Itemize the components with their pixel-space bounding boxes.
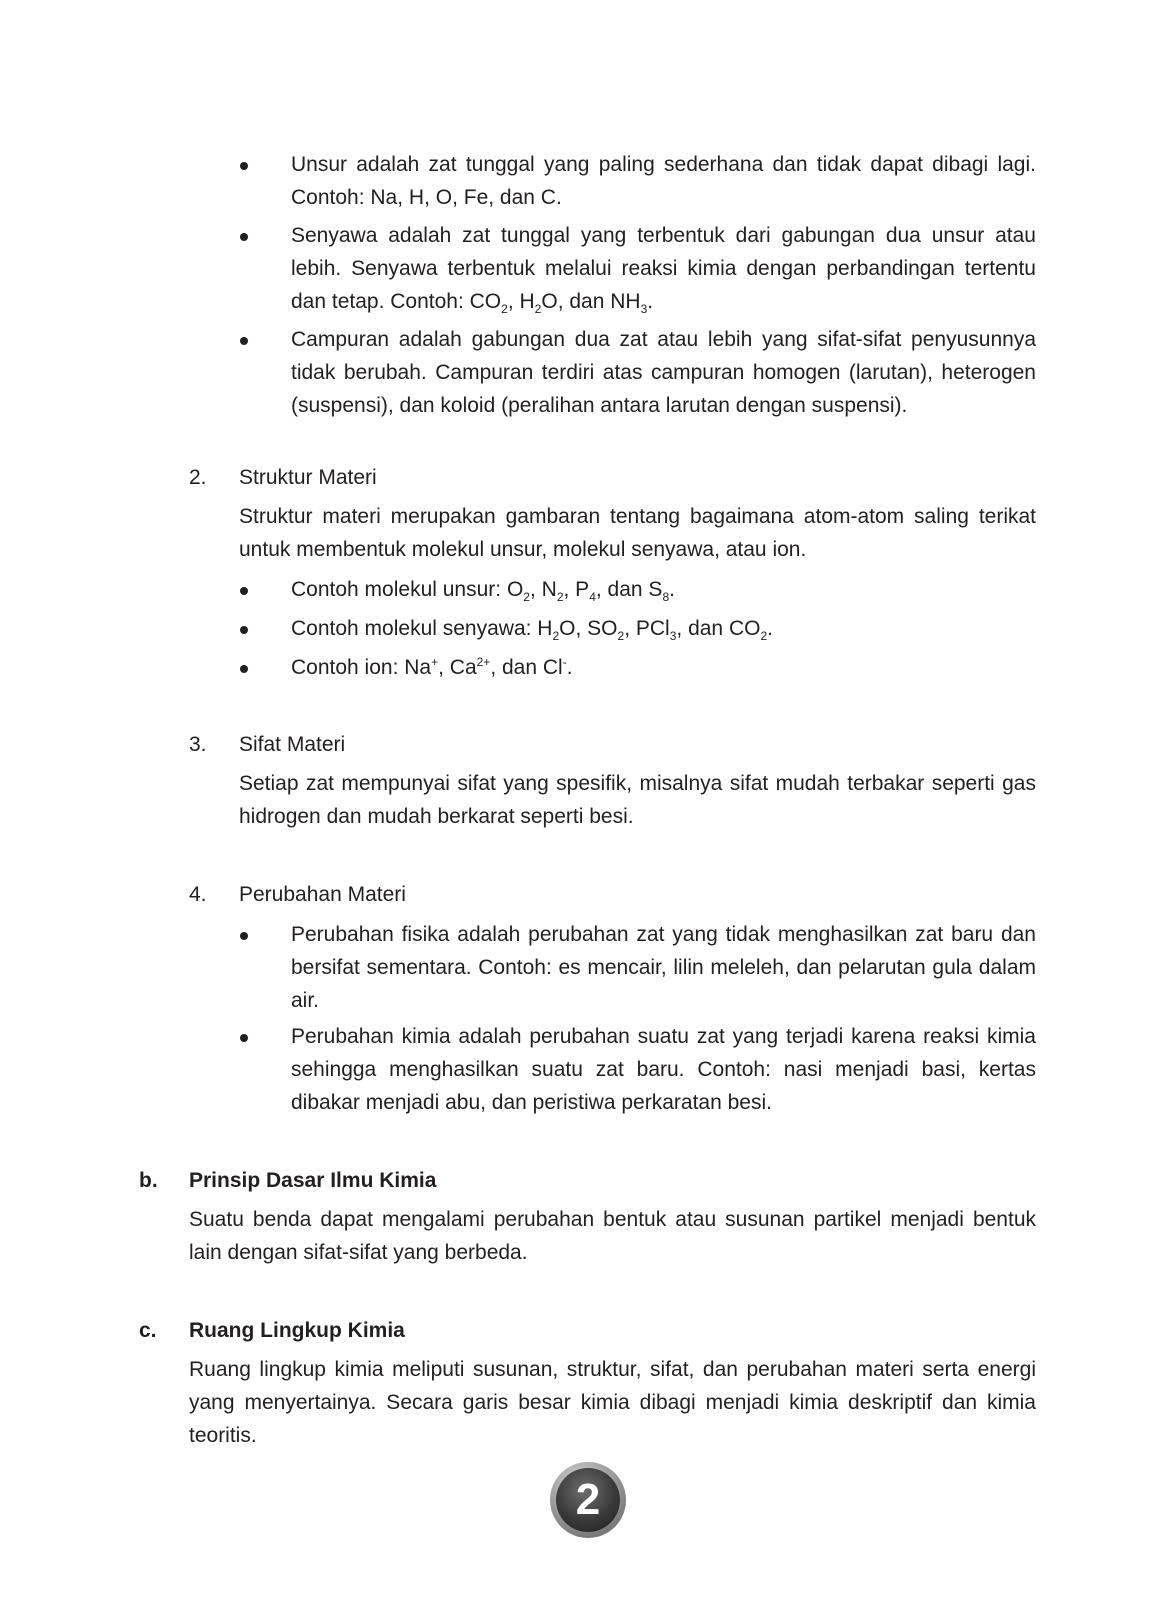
list-item-campuran: Campuran adalah gabungan dua zat atau lebih yang sifat-sifat penyusunnya tidak berubah. Campuran terdiri atas campuran homogen (larutan), heterogen (suspensi), dan koloid (peralihan antara larutan dengan suspensi). — [291, 328, 1036, 417]
list-item-perubahan-fisika: Perubahan fisika adalah perubahan zat yang tidak menghasilkan zat baru dan bersifat sementara. Contoh: es mencair, lilin meleleh, dan pelarutan gula dalam air. — [291, 923, 1036, 1012]
section-3-title: Sifat Materi — [239, 733, 346, 756]
page-number-badge — [550, 1462, 626, 1538]
section-c-letter: c. — [139, 1319, 157, 1342]
section-3-number: 3. — [189, 733, 207, 756]
senyawa-example-line: dan tetap. Contoh: $CO_2$, $H_2O$, dan $NH_3$. — [291, 290, 654, 317]
section-c-paragraph: Ruang lingkup kimia meliputi susunan, struktur, sifat, dan perubahan materi serta energi yang menyertainya. Secara garis besar kimia dibagi menjadi kimia deskriptif dan kimia teoritis. — [189, 1358, 1036, 1447]
list-item-senyawa: Senyawa adalah zat tunggal yang terbentuk dari gabungan dua unsur atau lebih. Senyawa terbentuk melalui reaksi kimia dengan perbandingan tertentu dan tetap. Contoh: $CO_2$, $H_2O$, dan $NH_3$. — [291, 224, 1036, 317]
list-item-perubahan-kimia: Perubahan kimia adalah perubahan suatu zat yang terjadi karena reaksi kimia sehingga menghasilkan suatu zat baru. Contoh: nasi menjadi basi, kertas dibakar menjadi abu, dan peristiwa perkaratan besi. — [291, 1025, 1036, 1114]
section-b-letter: b. — [139, 1169, 158, 1192]
bullet — [240, 932, 248, 940]
bullet — [240, 665, 248, 673]
page-number-badge-inner — [556, 1468, 620, 1532]
section-c-heading: Ruang Lingkup Kimia — [189, 1319, 405, 1342]
section-4-number: 4. — [189, 883, 207, 906]
bullet — [240, 587, 248, 595]
example-ion: Contoh ion: Na+, $Ca^{2+}$, dan Cl-. — [291, 655, 573, 679]
bullet — [240, 1034, 248, 1042]
section-2-paragraph: Struktur materi merupakan gambaran tentang bagaimana atom-atom saling terikat untuk membentuk molekul unsur, molekul senyawa, atau ion. — [239, 505, 1036, 561]
section-3-paragraph: Setiap zat mempunyai sifat yang spesifik, misalnya sifat mudah terbakar seperti gas hidrogen dan mudah berkarat seperti besi. — [239, 772, 1036, 828]
section-b-heading: Prinsip Dasar Ilmu Kimia — [189, 1169, 437, 1192]
bullet — [240, 233, 248, 241]
section-4-title: Perubahan Materi — [239, 883, 406, 906]
example-molekul-unsur: Contoh molekul unsur: $O_2$, $N_2$, $P_4$, dan $S_8$. — [291, 578, 675, 605]
bullet — [240, 337, 248, 345]
section-2-number: 2. — [189, 466, 207, 489]
example-molekul-senyawa: Contoh molekul senyawa: $H_2O$, $SO_2$, PCl$_3$, dan $CO_2$. — [291, 617, 773, 644]
bullet — [240, 162, 248, 170]
section-2-title: Struktur Materi — [239, 466, 377, 489]
section-b-paragraph: Suatu benda dapat mengalami perubahan bentuk atau susunan partikel menjadi bentuk lain dengan sifat-sifat yang berbeda. — [189, 1208, 1036, 1264]
list-item-unsur: Unsur adalah zat tunggal yang paling sederhana dan tidak dapat dibagi lagi. Contoh: Na, H, O, Fe, dan C. — [291, 153, 1036, 209]
bullet — [240, 626, 248, 634]
page-number: 2 — [575, 1475, 601, 1524]
